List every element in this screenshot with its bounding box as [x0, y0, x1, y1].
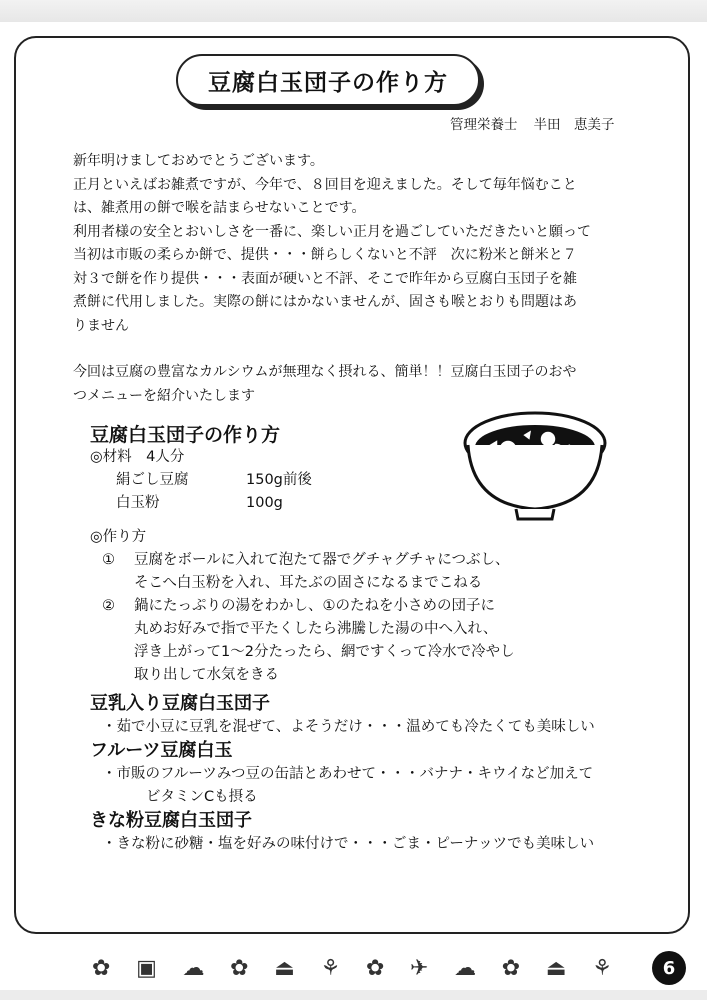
intro-line: 対３で餅を作り提供・・・表面が硬いと不評、そこで昨年から豆腐白玉団子を雑 [73, 270, 577, 287]
step-line: 丸めお好みで指で平たくしたら沸騰した湯の中へ入れ、 [134, 621, 498, 637]
variation-description [90, 716, 650, 739]
variation-line: ・きな粉に砂糖・塩を好みの味付けで・・・ごま・ピーナッツでも美味しい [102, 836, 595, 852]
decorative-border [92, 948, 612, 988]
intro-line: 新年明けましておめでとうございます。 [73, 153, 324, 169]
variation-line: ・茹で小豆に豆乳を混ぜて、よそうだけ・・・温めても冷たくても美味しい [102, 719, 595, 735]
flower-icon: ✿ [501, 955, 521, 981]
crane-icon: ✈ [410, 955, 429, 981]
bamboo-icon: ⚘ [592, 955, 612, 981]
intro-line: 今回は豆腐の豊富なカルシウムが無理なく摂れる、簡単！！豆腐白玉団子のおや [73, 364, 577, 380]
variation-line: ・市販のフルーツみつ豆の缶詰とあわせて・・・バナナ・キウイなど加えて [102, 766, 594, 782]
footer-strip [0, 990, 707, 1000]
step-item [90, 549, 560, 595]
author-line [450, 113, 631, 133]
flower-icon: ✿ [92, 955, 111, 981]
bamboo-icon: ⚘ [320, 955, 341, 981]
intro-line: 利用者様の安全とおいしさを一番に、楽しい正月を過ごしていただきたいと願って [73, 223, 591, 240]
mochi-icon: ⏏ [274, 955, 295, 981]
step-item [90, 595, 560, 687]
step-line: そこへ白玉粉を入れ、耳たぶの固さになるまでこねる [134, 575, 483, 591]
kotobuki-icon: ▣ [136, 955, 157, 981]
intro-line: は、雑煮用の餅で喉を詰まらせないことです。 [73, 200, 366, 216]
materials-header: ◎材料 4人分 [90, 449, 185, 465]
mochi-icon: ⏏ [545, 955, 567, 981]
ingredient-amount: 100g [246, 495, 283, 511]
author-name: 半田 恵美子 [533, 117, 615, 133]
ingredient-row [90, 469, 312, 492]
intro-text [73, 150, 643, 408]
ingredient-name: 白玉粉 [116, 495, 160, 511]
variation-title: フルーツ豆腐白玉 [90, 740, 233, 761]
ingredient-row [90, 492, 312, 515]
steps-section [90, 526, 560, 687]
variation-title: きな粉豆腐白玉団子 [90, 810, 252, 831]
flower-icon: ✿ [365, 955, 385, 981]
step-line: 浮き上がって1～2分たったら、網ですくって冷水で冷やし [134, 644, 515, 660]
step-number: ② [102, 598, 115, 614]
header-strip [0, 0, 707, 22]
materials-section [90, 446, 312, 515]
ingredient-name: 絹ごし豆腐 [116, 472, 189, 488]
recipe-title: 豆腐白玉団子の作り方 [90, 424, 281, 446]
variations-section [90, 692, 650, 856]
variation-line: ビタミンCも摂る [146, 789, 258, 805]
step-number: ① [102, 552, 115, 568]
intro-line: 正月といえばお雑煮ですが、今年で、８回目を迎えました。そして毎年悩むこと [73, 176, 577, 193]
ingredient-amount: 150g前後 [246, 472, 312, 488]
variation-description [90, 833, 650, 856]
soup-bowl-icon [460, 405, 610, 525]
intro-line: 煮餅に代用しました。実際の餅にはかないませんが、固さも喉とおりも問題はあ [73, 294, 577, 310]
step-line: 鍋にたっぷりの湯をわかし、①のたねを小さめの団子に [134, 598, 495, 614]
intro-line: りません [73, 317, 129, 334]
intro-line: つメニューを紹介いたします [73, 387, 255, 404]
page-number: 6 [652, 951, 686, 985]
variation-description [90, 763, 650, 809]
variation-title: 豆乳入り豆腐白玉団子 [90, 693, 270, 714]
author-role: 管理栄養士 [450, 117, 518, 133]
flower-icon: ✿ [230, 955, 249, 981]
steps-header: ◎作り方 [90, 529, 147, 545]
cloud-icon: ☁ [182, 955, 205, 981]
cloud-icon: ☁ [454, 955, 477, 981]
intro-line: 当初は市販の柔らか餅で、提供・・・餅らしくないと不評 次に粉米と餅米と７ [73, 247, 577, 263]
step-line: 豆腐をボールに入れて泡たて器でグチャグチャにつぶし、 [134, 552, 510, 568]
step-line: 取り出して水気をきる [134, 667, 279, 683]
page-title: 豆腐白玉団子の作り方 [176, 54, 480, 106]
